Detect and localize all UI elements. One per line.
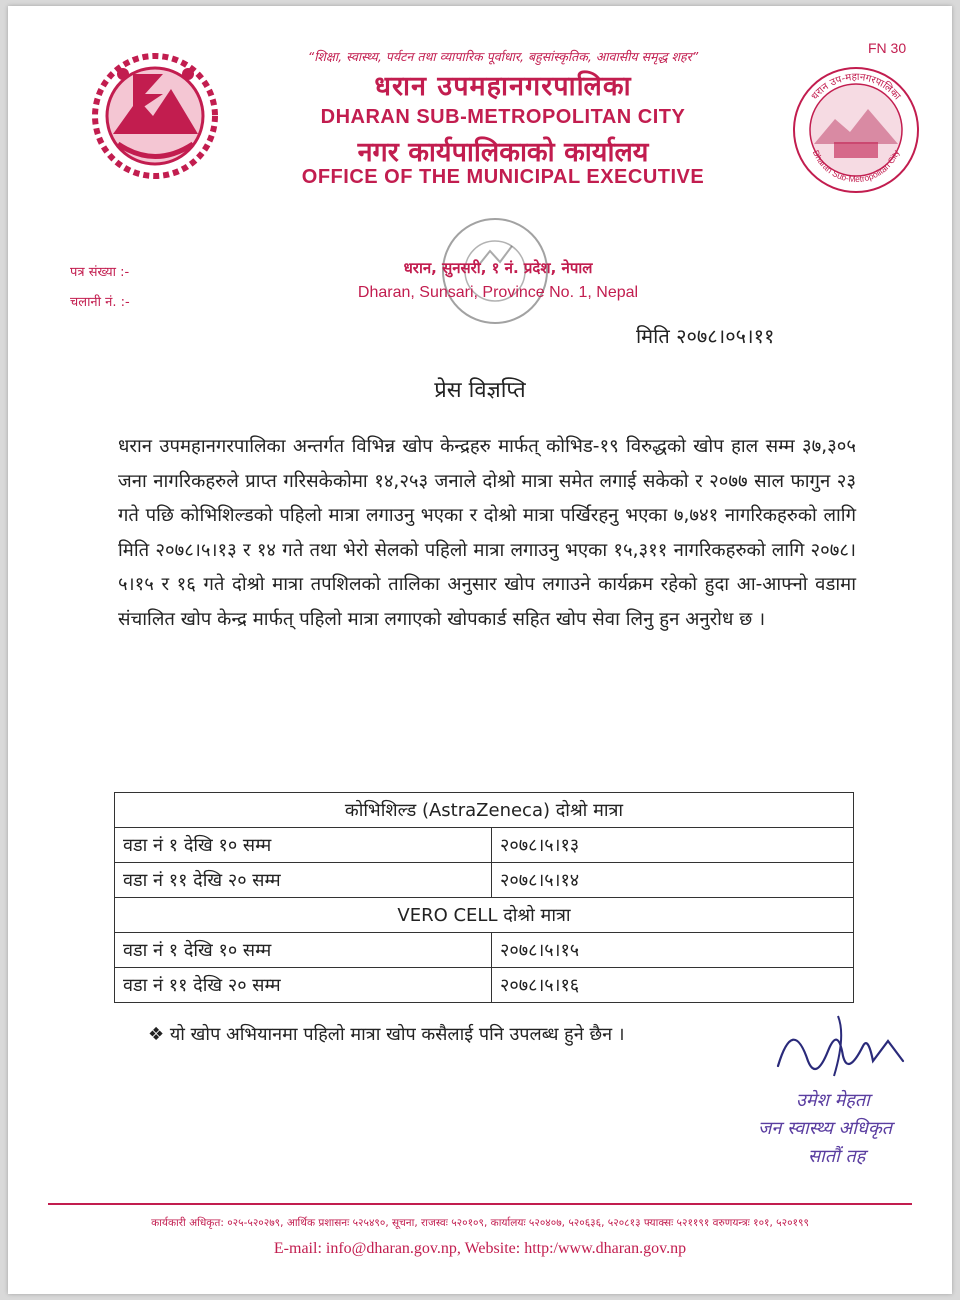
svg-text:धरान उप-महानगरपालिका: धरान उप-महानगरपालिका: [809, 71, 903, 103]
ward-range: वडा नं १ देखि १० सम्म: [115, 933, 492, 968]
dispatch-number-label: चलानी नं. :-: [70, 295, 130, 310]
office-name-nepali: धरान उपमहानगरपालिका: [374, 71, 632, 102]
vaccination-schedule-table: [114, 792, 854, 1003]
signature-icon: [768, 1006, 918, 1096]
footer-phone-numbers: कार्यकारी अधिकृत: ०२५-५२०२७९, आर्थिक प्रशासनः ५२५४९०, सूचना, राजस्वः ५२०१०९, कार्यालयः ५२०४०७, ५२०६३६, ५२०८१३ फ्याक्सः ५२११९१ वरुणयन्त्रः १०१, ५२०१९९: [151, 1217, 809, 1229]
signatory-title: जन स्वास्थ्य अधिकृत: [758, 1118, 893, 1139]
table-section-heading: [115, 898, 854, 933]
footer-divider: [48, 1203, 912, 1205]
svg-text:Dharan Sub-Metropolitan City: Dharan Sub-Metropolitan City: [810, 148, 902, 185]
signatory-grade: सातौं तह: [808, 1146, 866, 1167]
vaccination-date: २०७८।५।१३: [492, 828, 854, 863]
letter-date: मिति २०७८।०५।११: [636, 324, 775, 348]
executive-office-nepali: नगर कार्यपालिकाको कार्यालय: [357, 137, 649, 168]
table-row: [115, 933, 854, 968]
executive-office-english: OFFICE OF THE MUNICIPAL EXECUTIVE: [301, 166, 705, 188]
form-number: FN 30: [868, 40, 907, 56]
press-release-body: धरान उपमहानगरपालिका अन्तर्गत विभिन्न खोप केन्द्रहरु मार्फत् कोभिड-१९ विरुद्धको खोप हाल सम्म ३७,३०५ जना नागरिकहरुले प्राप्त गरिसकेकोमा १४,२५३ जनाले दोश्रो मात्रा समेत लगाई सकेको र २०७७ साल फागुन २३ गते पछि कोभिशिल्डको पहिलो मात्रा लगाउनु भएका र दोश्रो मात्रा पर्खिरहनु भएका ७,७४१ नागरिकहरुको लागि मिति २०७८।५।१३ र १४ गते तथा भेरो सेलको पहिलो मात्रा लगाउनु भएका १५,३११ नागरिकहरुको लागि २०७८।५।१५ र १६ गते दोश्रो मात्रा तपशिलको तालिका अनुसार खोप लगाउने कार्यक्रम रहेको हुदा आ-आफ्नो वडामा संचालित खोप केन्द्र मार्फत् पहिलो मात्रा लगाएको खोपकार्ड सहित खोप सेवा लिनु हुन अनुरोध छ ।: [118, 436, 856, 630]
table-row: [115, 828, 854, 863]
table-section-heading: [115, 793, 854, 828]
address-english: Dharan, Sunsari, Province No. 1, Nepal: [357, 284, 639, 301]
slogan: “शिक्षा, स्वास्थ्य, पर्यटन तथा व्यापारिक पूर्वाधार, बहुसांस्कृतिक, आवासीय समृद्ध शहर”: [307, 49, 699, 64]
vaccination-date: २०७८।५।१५: [492, 933, 854, 968]
ward-range: वडा नं ११ देखि २० सम्म: [115, 863, 492, 898]
nepal-emblem-icon: [83, 44, 228, 184]
footer-contact: E-mail: info@dharan.gov.np, Website: http:/www.dharan.gov.np: [273, 1240, 687, 1257]
municipal-seal-icon: [790, 64, 922, 196]
table-row: [115, 863, 854, 898]
vaccination-date: २०७८।५।१६: [492, 968, 854, 1003]
address-nepali: धरान, सुनसरी, १ नं. प्रदेश, नेपाल: [403, 259, 593, 277]
section-heading-verocell: VERO CELL दोश्रो मात्रा: [115, 898, 854, 933]
office-name-english: DHARAN SUB-METROPOLITAN CITY: [320, 106, 686, 128]
ward-range: वडा नं ११ देखि २० सम्म: [115, 968, 492, 1003]
letter-number-label: पत्र संख्या :-: [70, 265, 130, 280]
vaccination-date: २०७८।५।१४: [492, 863, 854, 898]
section-heading-covishield: कोभिशिल्ड (AstraZeneca) दोश्रो मात्रा: [115, 793, 854, 828]
first-dose-note: ❖ यो खोप अभियानमा पहिलो मात्रा खोप कसैलाई पनि उपलब्ध हुने छैन ।: [148, 1024, 625, 1045]
document-page: [8, 6, 952, 1294]
press-release-title: प्रेस विज्ञप्ति: [434, 378, 526, 403]
ward-range: वडा नं १ देखि १० सम्म: [115, 828, 492, 863]
table-row: [115, 968, 854, 1003]
signatory-name: उमेश मेहता: [796, 1090, 870, 1111]
